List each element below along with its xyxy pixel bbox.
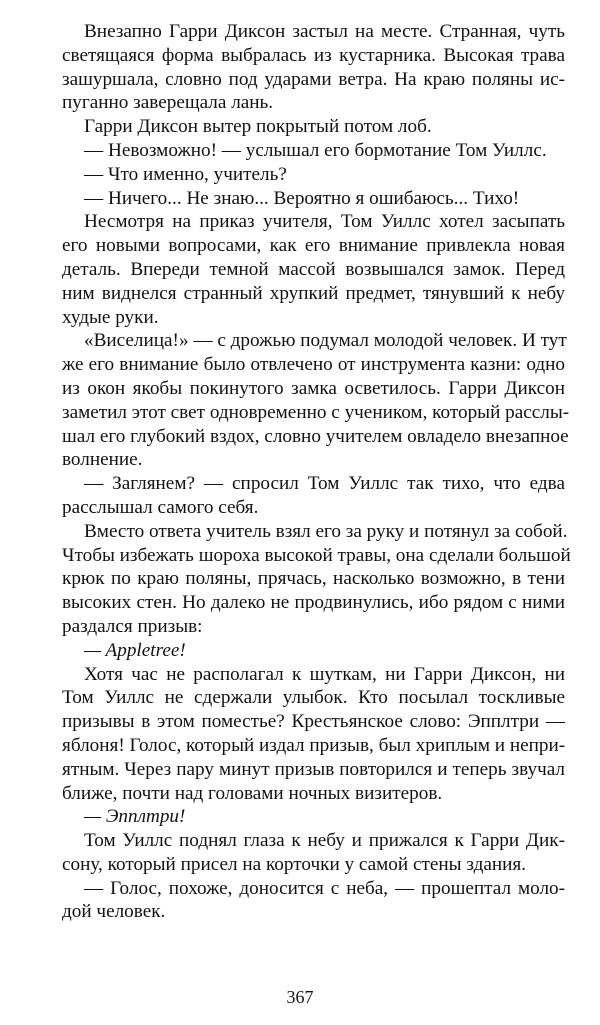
paragraph	[62, 663, 565, 806]
text-line: яблоня! Голос, который издал призыв, был хриплым и непри-	[62, 734, 566, 756]
text-line: его новыми вопросами, как его внимание привлекла новая	[62, 235, 565, 257]
text-line: волнение.	[62, 449, 143, 471]
paragraph	[62, 187, 565, 211]
text-line: крюк по краю поляны, прячась, насколько возможно, в тени	[62, 568, 565, 590]
paragraph	[62, 805, 565, 829]
text-line: — Заглянем? — спросил Том Уиллс так тихо, что едва	[84, 473, 565, 495]
italic-text: — Эпплтри!	[84, 806, 186, 828]
text-line: сону, который присел на корточки у самой стены здания.	[62, 853, 527, 875]
text-line: высоких стен. Но далеко не продвинулись, ибо рядом с ними	[62, 592, 565, 614]
paragraph	[62, 877, 565, 925]
paragraph	[62, 115, 565, 139]
paragraph	[62, 20, 565, 115]
text-line: — Невозможно! — услышал его бормотание Том Уиллс.	[84, 139, 547, 161]
text-line: призывы в этом поместье? Крестьянское слово: Эпплтри —	[62, 711, 565, 733]
text-line: светящаяся форма выбралась из кустарника. Высокая трава	[62, 44, 565, 66]
text-line: раздался призыв:	[62, 615, 203, 637]
text-line: Гарри Диксон вытер покрытый потом лоб.	[84, 116, 432, 138]
text-line: худые руки.	[62, 306, 159, 328]
paragraph	[62, 829, 565, 877]
text-line: из окон якобы покинутого замка осветилось. Гарри Диксон	[62, 377, 565, 399]
text-line-italic	[62, 639, 565, 663]
text-line: Том Уиллс поднял глаза к небу и прижался к Гарри Дик-	[84, 830, 565, 852]
paragraph	[62, 329, 570, 472]
text-line-italic	[62, 805, 565, 829]
paragraph	[62, 639, 565, 663]
text-line: — Что именно, учитель?	[84, 163, 287, 185]
paragraph	[62, 163, 565, 187]
text-line: Несмотря на приказ учителя, Том Уиллс хотел засыпать	[84, 211, 565, 233]
text-line: заметил этот свет одновременно с учеником, который расслы-	[62, 401, 570, 423]
text-line: Чтобы избежать шороха высокой травы, она сделали большой	[62, 544, 571, 566]
text-line: дой человек.	[62, 901, 166, 923]
text-line: «Виселица!» — с дрожью подумал молодой человек. И тут	[84, 330, 567, 352]
text-line: ятным. Через пару минут призыв повторился и теперь звучал	[62, 758, 565, 780]
text-line: деталь. Впереди темной массой возвышался замок. Перед	[62, 258, 565, 280]
text-line: шал его глубокий вздох, словно учителем овладело внезапное	[62, 425, 569, 447]
paragraph	[62, 139, 565, 163]
text-line: расслышал самого себя.	[62, 496, 259, 518]
text-line: — Ничего... Не знаю... Вероятно я ошибаюсь... Тихо!	[84, 187, 520, 209]
text-line: ним виднелся странный хрупкий предмет, тянувший к небу	[62, 282, 565, 304]
text-line: пуганно заверещала лань.	[62, 92, 274, 114]
text-line: же его внимание было отвлечено от инструмента казни: одно	[62, 354, 565, 376]
page-number: 367	[286, 987, 314, 1007]
paragraph	[62, 210, 565, 329]
text-line: Внезапно Гарри Диксон застыл на месте. Странная, чуть	[84, 21, 565, 42]
book-page	[62, 20, 571, 924]
italic-text: — Appletree!	[84, 639, 186, 661]
paragraph	[62, 472, 565, 520]
paragraph	[62, 520, 571, 639]
text-line: Хотя час не располагал к шуткам, ни Гарри Диксон, ни	[84, 663, 565, 685]
text-line: Вместо ответа учитель взял его за руку и потянул за собой.	[84, 520, 568, 542]
text-line: Том Уиллс не сдержали улыбок. Кто посылал тоскливые	[62, 687, 565, 709]
text-line: зашуршала, словно под ударами ветра. На краю поляны ис-	[62, 68, 565, 90]
text-line: ближе, почти над головами ночных визитеров.	[62, 782, 443, 804]
text-line: — Голос, похоже, доносится с неба, — прошептал моло-	[84, 877, 565, 899]
